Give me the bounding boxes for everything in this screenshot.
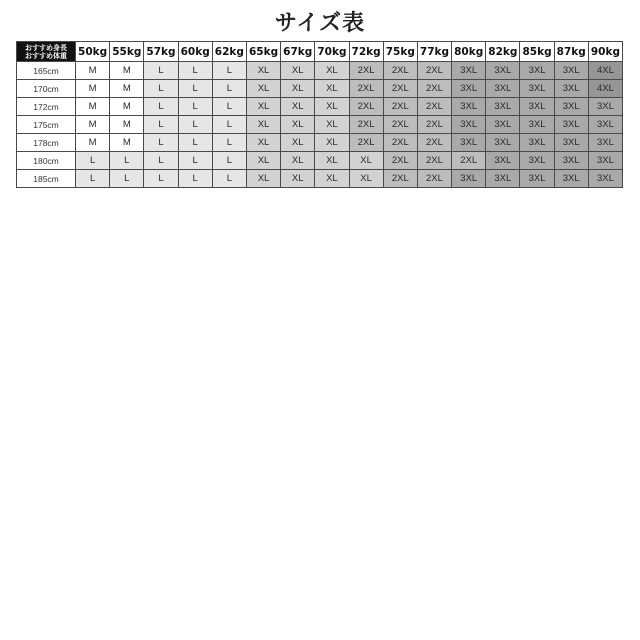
size-cell: 3XL <box>452 134 486 152</box>
size-cell: 3XL <box>554 152 588 170</box>
size-cell: 3XL <box>520 80 554 98</box>
size-cell: 3XL <box>486 134 520 152</box>
table-row <box>17 134 623 152</box>
size-cell: L <box>178 134 212 152</box>
size-cell: XL <box>281 170 315 188</box>
size-cell: L <box>144 170 178 188</box>
size-cell: 2XL <box>383 170 417 188</box>
size-cell: M <box>76 98 110 116</box>
size-cell: XL <box>349 170 383 188</box>
table-row <box>17 116 623 134</box>
size-cell: 3XL <box>554 62 588 80</box>
size-cell: 3XL <box>520 170 554 188</box>
size-cell: 2XL <box>349 134 383 152</box>
height-cell: 172cm <box>17 98 76 116</box>
size-cell: XL <box>281 134 315 152</box>
size-cell: 3XL <box>554 116 588 134</box>
height-cell: 178cm <box>17 134 76 152</box>
size-cell: 3XL <box>520 134 554 152</box>
size-cell: M <box>76 134 110 152</box>
size-cell: 3XL <box>588 98 622 116</box>
size-cell: L <box>144 134 178 152</box>
size-cell: 2XL <box>383 98 417 116</box>
size-cell: 3XL <box>452 98 486 116</box>
size-cell: L <box>178 80 212 98</box>
height-cell: 175cm <box>17 116 76 134</box>
size-cell: XL <box>349 152 383 170</box>
size-cell: 2XL <box>417 98 451 116</box>
size-cell: 3XL <box>520 62 554 80</box>
table-row <box>17 98 623 116</box>
size-cell: L <box>110 170 144 188</box>
size-cell: M <box>76 62 110 80</box>
size-cell: L <box>212 62 246 80</box>
size-cell: M <box>76 80 110 98</box>
height-cell: 170cm <box>17 80 76 98</box>
size-cell: 3XL <box>452 80 486 98</box>
size-cell: 2XL <box>383 80 417 98</box>
weight-header-row <box>17 42 623 62</box>
size-cell: 2XL <box>417 80 451 98</box>
size-cell: L <box>212 152 246 170</box>
weight-header-cell: 82kg <box>486 42 520 62</box>
size-cell: XL <box>281 80 315 98</box>
size-cell: 3XL <box>554 98 588 116</box>
weight-header-cell: 57kg <box>144 42 178 62</box>
size-cell: 4XL <box>588 62 622 80</box>
size-cell: M <box>76 116 110 134</box>
weight-header-cell: 80kg <box>452 42 486 62</box>
size-cell: M <box>110 98 144 116</box>
size-cell: 3XL <box>486 80 520 98</box>
weight-header-cell: 67kg <box>281 42 315 62</box>
size-cell: L <box>144 152 178 170</box>
size-cell: L <box>76 170 110 188</box>
size-cell: 2XL <box>417 62 451 80</box>
table-row <box>17 80 623 98</box>
size-cell: XL <box>246 134 280 152</box>
size-cell: L <box>212 116 246 134</box>
size-cell: 3XL <box>554 134 588 152</box>
size-cell: L <box>144 80 178 98</box>
weight-header-cell: 87kg <box>554 42 588 62</box>
corner-header-cell <box>17 42 76 62</box>
size-chart-table <box>16 41 623 188</box>
size-cell: 2XL <box>349 116 383 134</box>
size-cell: XL <box>315 80 349 98</box>
height-cell: 185cm <box>17 170 76 188</box>
size-cell: L <box>110 152 144 170</box>
weight-header-cell: 65kg <box>246 42 280 62</box>
size-cell: 3XL <box>452 116 486 134</box>
size-rows <box>17 62 623 188</box>
size-cell: L <box>144 116 178 134</box>
size-cell: 2XL <box>383 116 417 134</box>
size-cell: XL <box>315 62 349 80</box>
size-cell: XL <box>281 116 315 134</box>
size-cell: 3XL <box>486 152 520 170</box>
size-cell: XL <box>315 134 349 152</box>
size-cell: 3XL <box>520 152 554 170</box>
size-cell: 3XL <box>486 170 520 188</box>
weight-header-cell: 90kg <box>588 42 622 62</box>
size-cell: 3XL <box>486 98 520 116</box>
size-cell: XL <box>246 62 280 80</box>
weight-header-cell: 60kg <box>178 42 212 62</box>
table-row <box>17 62 623 80</box>
size-cell: L <box>212 98 246 116</box>
weight-header-cell: 85kg <box>520 42 554 62</box>
weight-header-cell: 62kg <box>212 42 246 62</box>
size-cell: 3XL <box>486 116 520 134</box>
corner-height-label: おすすめ身長 <box>24 43 68 52</box>
size-cell: 3XL <box>588 170 622 188</box>
size-cell: XL <box>246 116 280 134</box>
size-cell: 3XL <box>554 170 588 188</box>
height-cell: 165cm <box>17 62 76 80</box>
page-title: サイズ表 <box>274 11 366 36</box>
size-cell: XL <box>315 170 349 188</box>
weight-header-cell: 70kg <box>315 42 349 62</box>
height-cell: 180cm <box>17 152 76 170</box>
size-cell: 2XL <box>349 62 383 80</box>
size-cell: M <box>110 62 144 80</box>
size-cell: L <box>144 98 178 116</box>
size-cell: XL <box>281 62 315 80</box>
size-cell: 2XL <box>349 98 383 116</box>
size-cell: 2XL <box>383 152 417 170</box>
weight-header-cell: 75kg <box>383 42 417 62</box>
size-cell: 3XL <box>520 98 554 116</box>
size-cell: 3XL <box>520 116 554 134</box>
size-cell: L <box>178 116 212 134</box>
corner-weight-label: おすすめ体重 <box>24 51 68 60</box>
weight-header-cell: 55kg <box>110 42 144 62</box>
size-cell: L <box>178 152 212 170</box>
size-cell: XL <box>315 98 349 116</box>
size-cell: L <box>178 170 212 188</box>
weight-header-cell: 50kg <box>76 42 110 62</box>
size-cell: 2XL <box>452 152 486 170</box>
size-cell: 2XL <box>417 152 451 170</box>
size-cell: 2XL <box>383 62 417 80</box>
size-cell: XL <box>246 98 280 116</box>
size-cell: L <box>144 62 178 80</box>
size-cell: L <box>212 170 246 188</box>
weight-header-cell: 77kg <box>417 42 451 62</box>
size-cell: M <box>110 116 144 134</box>
size-cell: L <box>178 98 212 116</box>
size-cell: M <box>110 134 144 152</box>
size-cell: XL <box>281 98 315 116</box>
size-cell: 2XL <box>417 116 451 134</box>
size-cell: 3XL <box>588 134 622 152</box>
size-cell: 2XL <box>417 170 451 188</box>
size-cell: 3XL <box>588 152 622 170</box>
size-cell: 2XL <box>383 134 417 152</box>
size-cell: 3XL <box>452 62 486 80</box>
size-cell: 3XL <box>588 116 622 134</box>
weight-header-cell: 72kg <box>349 42 383 62</box>
size-cell: XL <box>315 152 349 170</box>
size-cell: 2XL <box>417 134 451 152</box>
size-cell: M <box>110 80 144 98</box>
size-cell: 4XL <box>588 80 622 98</box>
table-row <box>17 152 623 170</box>
size-cell: 3XL <box>452 170 486 188</box>
size-cell: L <box>212 80 246 98</box>
size-cell: 2XL <box>349 80 383 98</box>
size-cell: XL <box>246 80 280 98</box>
size-cell: XL <box>281 152 315 170</box>
size-cell: L <box>212 134 246 152</box>
size-cell: XL <box>246 152 280 170</box>
size-cell: 3XL <box>554 80 588 98</box>
size-cell: XL <box>246 170 280 188</box>
size-cell: XL <box>315 116 349 134</box>
table-row <box>17 170 623 188</box>
size-cell: L <box>76 152 110 170</box>
size-cell: L <box>178 62 212 80</box>
size-cell: 3XL <box>486 62 520 80</box>
